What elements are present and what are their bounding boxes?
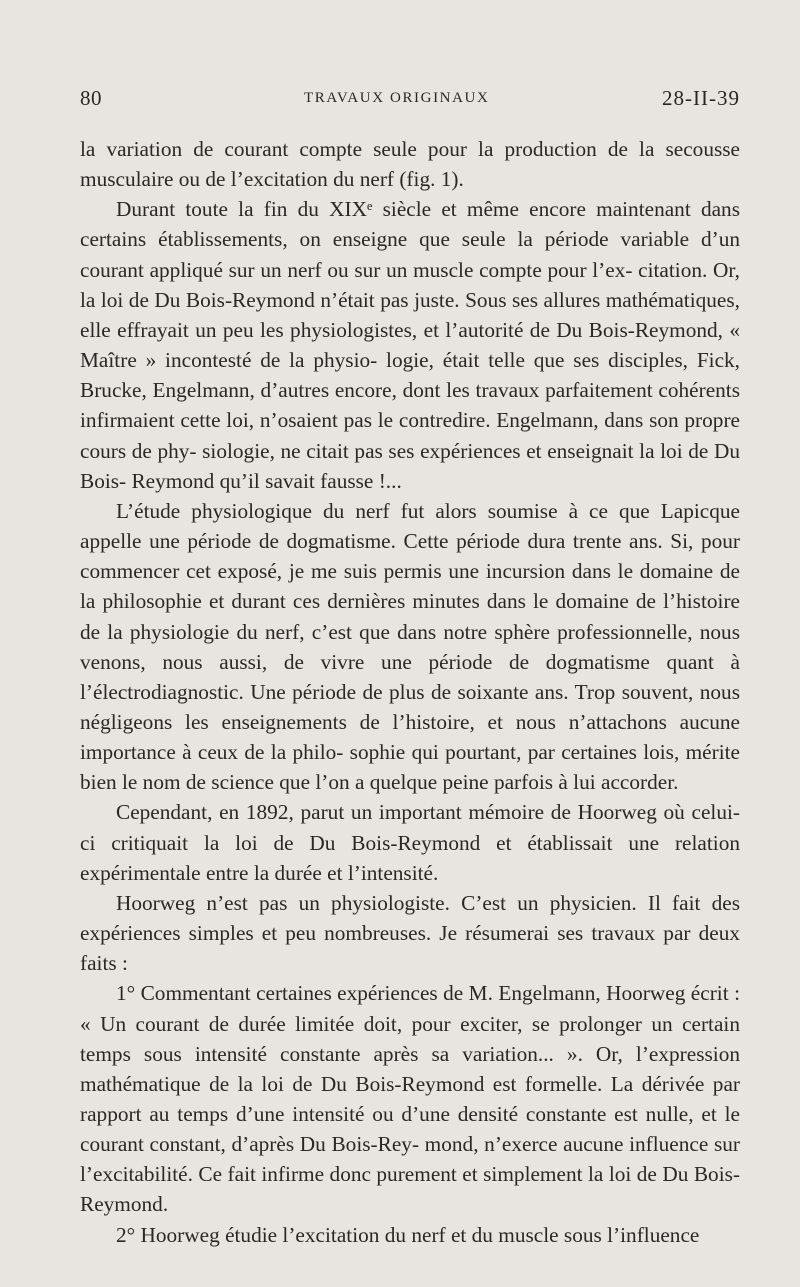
header-date: 28-II-39 xyxy=(662,86,740,110)
body-text xyxy=(80,134,740,1250)
paragraph-1: la variation de courant compte seule pour la production de la secousse musculaire ou de l’excitation du nerf (fig. 1). xyxy=(80,137,740,192)
paragraph-5: Hoorweg n’est pas un physiologiste. C’est un physicien. Il fait des expériences simples et peu nombreuses. Je résumerai ses travaux par deux faits : xyxy=(80,890,740,976)
running-title: TRAVAUX ORIGINAUX xyxy=(304,90,490,106)
paragraph-3: L’étude physiologique du nerf fut alors soumise à ce que Lapicque appelle une période de dogmatisme. Cette période dura trente ans. Si, pour commencer cet exposé, je me suis permis une incursion dans le domaine de la philosophie et durant ces dernières minutes dans le domaine de l’histoire de la physiologie du nerf, c’est que dans notre sphère professionnelle, nous venons, nous aussi, de vivre une période de dogmatisme quant à l’électrodiagnostic. Une période de plus de soixante ans. Trop souvent, nous négligeons les enseignements de l’histoire, et nous n’attachons aucune importance à ceux de la philo- sophie qui pourtant, par certaines lois, mérite bien le nom de science que l’on a quelque peine parfois à lui accorder. xyxy=(80,498,740,795)
paragraph-4: Cependant, en 1892, parut un important mémoire de Hoorweg où celui-ci critiquait la loi de Du Bois-Reymond et établissait une relation expérimentale entre la durée et l’intensité. xyxy=(80,800,740,885)
page-number: 80 xyxy=(80,86,102,110)
paragraph-6: 1° Commentant certaines expériences de M. Engelmann, Hoorweg écrit : « Un courant de durée limitée doit, pour exciter, se prolonger un certain temps sous intensité constante après sa variation... ». Or, l’expression mathématique de la loi de Du Bois-Reymond est formelle. La dérivée par rapport au temps d’une intensité ou d’une densité constante est nulle, et le courant constant, d’après Du Bois-Rey- mond, n’exerce aucune influence sur l’excitabilité. Ce fait infirme donc purement et simplement la loi de Du Bois-Reymond. xyxy=(80,981,740,1217)
paragraph-7: 2° Hoorweg étudie l’excitation du nerf et du muscle sous l’influence xyxy=(116,1222,700,1247)
paragraph-2: Durant toute la fin du XIXᵉ siècle et même encore maintenant dans certains établissements, on enseigne que seule la période variable d’un courant appliqué sur un nerf ou sur un muscle compte pour l’ex- citation. Or, la loi de Du Bois-Reymond n’était pas juste. Sous ses allures mathématiques, elle effrayait un peu les physiologistes, et l’autorité de Du Bois-Reymond, « Maître » incontesté de la physio- logie, était telle que ses disciples, Fick, Brucke, Engelmann, d’autres encore, dont les travaux parfaitement cohérents infirmaient cette loi, n’osaient pas le contredire. Engelmann, dans son propre cours de phy- siologie, ne citait pas ses expériences et enseignait la loi de Du Bois- Reymond qu’il savait fausse !... xyxy=(80,197,740,493)
page-header xyxy=(80,86,740,116)
